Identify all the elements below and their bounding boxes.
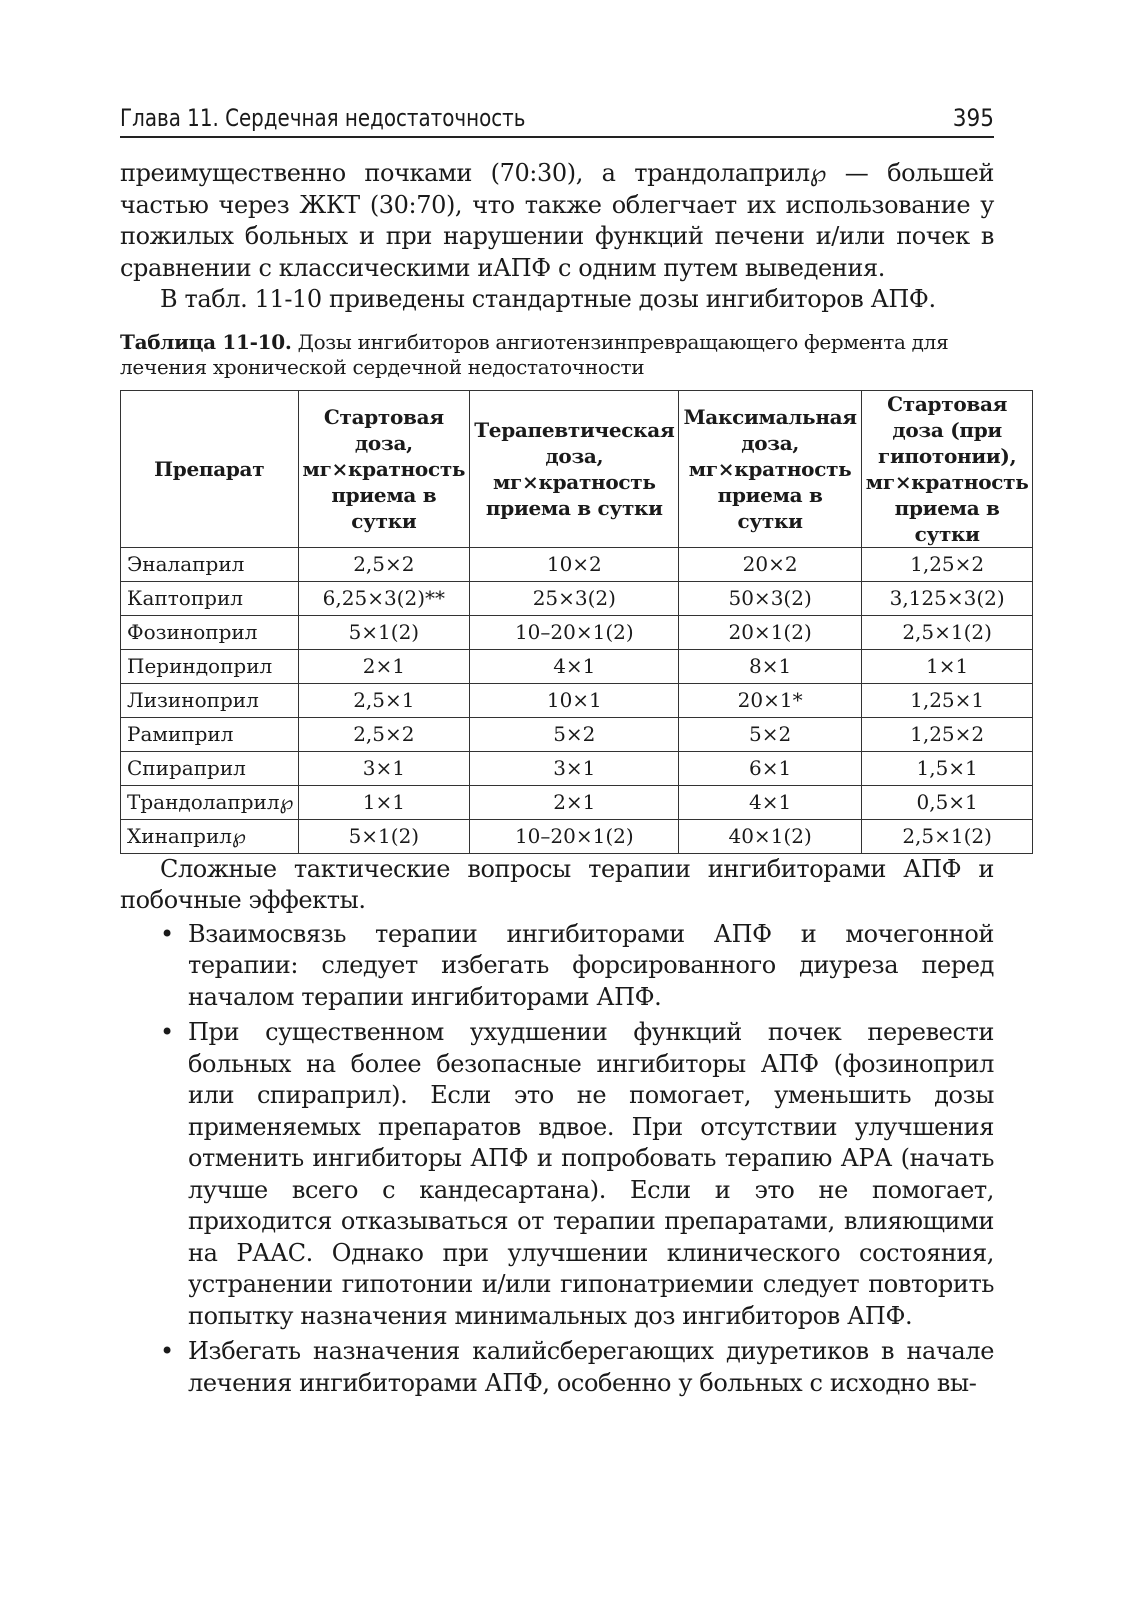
table-row xyxy=(121,649,1033,683)
bullet-list xyxy=(120,919,994,1400)
dose-cell: 5×1(2) xyxy=(298,819,470,853)
list-item xyxy=(120,919,994,1014)
dose-cell: 10×2 xyxy=(470,547,679,581)
dose-cell: 1,25×1 xyxy=(861,683,1033,717)
table-row xyxy=(121,581,1033,615)
header-drug: Препарат xyxy=(121,390,299,547)
list-item-text: Взаимосвязь терапии ингибиторами АПФ и мочегонной терапии: следует избегать форсированного диуреза перед началом терапии ингибиторами АПФ. xyxy=(188,919,994,1011)
dose-cell: 20×2 xyxy=(679,547,861,581)
dose-cell: 2×1 xyxy=(470,785,679,819)
dose-cell: 2,5×2 xyxy=(298,547,470,581)
header-max-dose: Максимальная доза, мг×кратность приема в сутки xyxy=(679,390,861,547)
dose-cell: 40×1(2) xyxy=(679,819,861,853)
dose-cell: 4×1 xyxy=(470,649,679,683)
table-header-row xyxy=(121,390,1033,547)
dose-cell: 10–20×1(2) xyxy=(470,615,679,649)
header-therapeutic-dose: Терапевтическая доза, мг×кратность приема в сутки xyxy=(470,390,679,547)
drug-name-cell: Каптоприл xyxy=(121,581,299,615)
list-item xyxy=(120,1017,994,1332)
drug-name-cell: Хинаприл℘ xyxy=(121,819,299,853)
header-start-dose: Стартовая доза, мг×кратность приема в сутки xyxy=(298,390,470,547)
table-row xyxy=(121,785,1033,819)
dose-cell: 3×1 xyxy=(298,751,470,785)
page xyxy=(120,104,1029,1403)
dose-cell: 10–20×1(2) xyxy=(470,819,679,853)
header-hypotension-dose: Стартовая доза (при гипотонии), мг×кратность приема в сутки xyxy=(861,390,1033,547)
dose-cell: 5×2 xyxy=(470,717,679,751)
dose-cell: 0,5×1 xyxy=(861,785,1033,819)
bullet-icon: • xyxy=(160,1337,174,1365)
dose-cell: 6×1 xyxy=(679,751,861,785)
dose-cell: 2,5×1 xyxy=(298,683,470,717)
table-row xyxy=(121,717,1033,751)
dose-cell: 1,25×2 xyxy=(861,717,1033,751)
table-row xyxy=(121,819,1033,853)
bullet-icon: • xyxy=(160,919,174,948)
dose-cell: 5×2 xyxy=(679,717,861,751)
list-item-text: Избегать назначения калийсберегающих диуретиков в начале лечения ингибиторами АПФ, особенно у больных с исходно вы- xyxy=(188,1337,994,1397)
table-row xyxy=(121,683,1033,717)
drug-name-cell: Эналаприл xyxy=(121,547,299,581)
drug-name-cell: Трандолаприл℘ xyxy=(121,785,299,819)
bullet-icon: • xyxy=(160,1018,174,1046)
drug-name-cell: Лизиноприл xyxy=(121,683,299,717)
list-item xyxy=(120,1336,994,1399)
table-caption xyxy=(120,330,994,380)
chapter-title: Глава 11. Сердечная недостаточность xyxy=(120,104,526,132)
table-row xyxy=(121,547,1033,581)
dose-cell: 3×1 xyxy=(470,751,679,785)
running-header xyxy=(120,104,994,138)
paragraph-table-reference: В табл. 11-10 приведены стандартные дозы ингибиторов АПФ. xyxy=(160,285,936,313)
dose-cell: 50×3(2) xyxy=(679,581,861,615)
dose-cell: 2,5×1(2) xyxy=(861,819,1033,853)
dose-cell: 20×1* xyxy=(679,683,861,717)
table-caption-label: Таблица 11-10. xyxy=(120,329,292,354)
list-item-text: При существенном ухудшении функций почек перевести больных на более безопасные ингибиторы АПФ (фозиноприл или спираприл). Если это не помогает, уменьшить дозы применяемых препаратов вдвое. При отсутствии улучшения отменить ингибиторы АПФ и попробовать терапию АРА (начать лучше всего с кандесартана). Если и это не помогает, приходится отказываться от терапии препаратами, влияющими на РААС. Однако при улучшении клинического состояния, устранении гипотонии и/или гипонатриемии следует повторить попытку назначения минимальных доз ингибиторов АПФ. xyxy=(188,1018,994,1330)
dose-cell: 2,5×1(2) xyxy=(861,615,1033,649)
dose-table xyxy=(120,390,1033,854)
dose-cell: 2×1 xyxy=(298,649,470,683)
drug-name-cell: Рамиприл xyxy=(121,717,299,751)
drug-name-cell: Фозиноприл xyxy=(121,615,299,649)
dose-cell: 25×3(2) xyxy=(470,581,679,615)
drug-name-cell: Спираприл xyxy=(121,751,299,785)
page-number: 395 xyxy=(952,104,994,132)
drug-name-cell: Периндоприл xyxy=(121,649,299,683)
dose-cell: 1,25×2 xyxy=(861,547,1033,581)
dose-cell: 4×1 xyxy=(679,785,861,819)
dose-cell: 3,125×3(2) xyxy=(861,581,1033,615)
dose-cell: 10×1 xyxy=(470,683,679,717)
dose-cell: 5×1(2) xyxy=(298,615,470,649)
dose-cell: 8×1 xyxy=(679,649,861,683)
table-row xyxy=(121,615,1033,649)
dose-cell: 6,25×3(2)** xyxy=(298,581,470,615)
dose-cell: 1×1 xyxy=(298,785,470,819)
table-caption-text: Дозы ингибиторов ангиотензинпревращающего фермента для лечения хронической сердечной недостаточности xyxy=(120,329,949,379)
dose-cell: 1,5×1 xyxy=(861,751,1033,785)
paragraph-continued: преимущественно почками (70:30), а трандолаприл℘ — большей частью через ЖКТ (30:70), что также облегчает их использование у пожилых больных и при нарушении функций печени и/или почек в сравнении с классическими иАПФ с одним путем выведения. xyxy=(120,159,994,282)
dose-cell: 20×1(2) xyxy=(679,615,861,649)
dose-cell: 1×1 xyxy=(861,649,1033,683)
dose-cell: 2,5×2 xyxy=(298,717,470,751)
table-row xyxy=(121,751,1033,785)
paragraph-tactical-questions: Сложные тактические вопросы терапии ингибиторами АПФ и побочные эффекты. xyxy=(120,854,994,914)
